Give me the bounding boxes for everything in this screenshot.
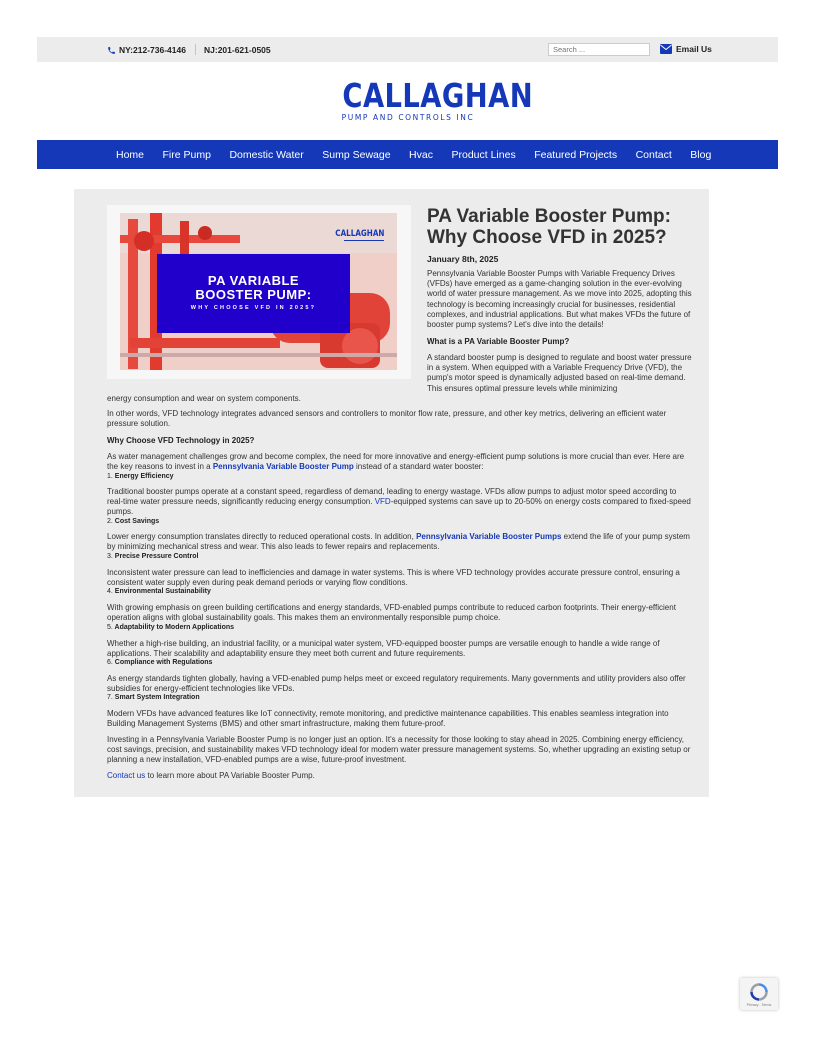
divider bbox=[195, 44, 196, 55]
item-pressure-control bbox=[107, 552, 198, 562]
item-title: Energy Efficiency bbox=[114, 473, 174, 480]
article-title: PA Variable Booster Pump: Why Choose VFD in 2025? bbox=[427, 206, 671, 248]
item-number: 6. bbox=[107, 659, 113, 666]
why-paragraph bbox=[107, 452, 692, 472]
p1-post: -equipped systems can save up to 20-50% on energy costs compared to fixed-speed pumps. bbox=[107, 497, 691, 517]
phone-ny-link[interactable] bbox=[107, 45, 186, 55]
logo-tagline: PUMP AND CONTROLS INC bbox=[341, 113, 475, 122]
pa-booster-pumps-link[interactable]: Pennsylvania Variable Booster Pumps bbox=[416, 532, 562, 541]
item-compliance bbox=[107, 658, 212, 668]
image-brand-line bbox=[344, 240, 384, 241]
item-number: 4. bbox=[107, 588, 113, 595]
contact-paragraph bbox=[107, 771, 692, 781]
nav-item-home[interactable]: Home bbox=[116, 148, 145, 161]
item-number: 5. bbox=[107, 624, 113, 631]
what-heading: What is a PA Variable Booster Pump? bbox=[427, 337, 570, 346]
site-logo[interactable] bbox=[329, 76, 534, 122]
image-caption-box bbox=[157, 254, 350, 333]
email-us-label: Email Us bbox=[676, 44, 712, 54]
item-title: Smart System Integration bbox=[114, 694, 200, 701]
why-text-post: instead of a standard water booster: bbox=[353, 462, 484, 472]
recaptcha-badge[interactable] bbox=[740, 978, 778, 1010]
recaptcha-links[interactable]: Privacy - Terms bbox=[746, 1003, 772, 1007]
item-number: 7. bbox=[107, 694, 113, 701]
what-paragraph-cont: energy consumption and wear on system components. bbox=[107, 394, 301, 403]
article-card bbox=[74, 189, 709, 797]
recaptcha-icon bbox=[748, 982, 770, 1002]
item-number: 1. bbox=[107, 473, 113, 480]
item-sustainability bbox=[107, 587, 211, 597]
cost-savings-paragraph bbox=[107, 532, 697, 552]
item-title: Cost Savings bbox=[114, 518, 160, 525]
nav-item-blog[interactable]: Blog bbox=[690, 148, 712, 161]
item-smart-integration bbox=[107, 693, 200, 703]
nav-item-sump-sewage[interactable]: Sump Sewage bbox=[322, 148, 391, 161]
p1-pre: Traditional booster pumps operate at a constant speed, regardless of demand, leading to energy wastage. VFDs allow pumps to adjust motor speed according to real-time water pressure needs, significantly reducing energy consumption. bbox=[107, 487, 677, 507]
contact-us-link[interactable]: Contact us bbox=[107, 771, 146, 780]
intro-paragraph: Pennsylvania Variable Booster Pumps with Variable Frequency Drives (VFDs) have emerged as a game-changing solution in the ever-evolving world of water pressure management. As we move into 2025, adopting this technology is becoming increasingly crucial for businesses, residential complexes, and industrial applications. But what makes VFDs the future of booster pump systems? Let's dive into the details! bbox=[427, 269, 692, 330]
main-nav bbox=[37, 140, 778, 169]
item-cost-savings bbox=[107, 517, 159, 527]
pa-booster-pump-link[interactable]: Pennsylvania Variable Booster Pump bbox=[212, 462, 354, 472]
pressure-control-paragraph: Inconsistent water pressure can lead to inefficiencies and damage in water systems. This is where VFD technology provides accurate pressure control, ensuring a consistent water supply even during peak demand periods or varying flow conditions. bbox=[107, 568, 680, 588]
nav-item-product-lines[interactable]: Product Lines bbox=[451, 148, 516, 161]
image-caption-line3: WHY CHOOSE VFD IN 2025? bbox=[190, 305, 317, 311]
compliance-paragraph: As energy standards tighten globally, having a VFD-enabled pump helps meet or exceed regulatory requirements. Many governments and utility providers also offer subsidies for energy-efficient technologies like VFDs. bbox=[107, 674, 686, 694]
image-caption-line1: PA VARIABLE bbox=[207, 273, 300, 288]
energy-efficiency-paragraph bbox=[107, 487, 692, 518]
phone-nj-text: NJ:201-621-0505 bbox=[204, 45, 271, 55]
logo-wordmark: CALLAGHAN bbox=[342, 76, 534, 115]
smart-integration-paragraph: Modern VFDs have advanced features like IoT connectivity, remote monitoring, and predictive maintenance capabilities. This enables seamless integration into Building Management Systems (BMS) and other smart infrastructure, making them future-proof. bbox=[107, 709, 669, 729]
nav-item-contact[interactable]: Contact bbox=[635, 148, 672, 161]
p2-pre: Lower energy consumption translates directly to reduced operational costs. In addition, bbox=[107, 532, 417, 541]
phone-nj-link[interactable] bbox=[204, 45, 271, 55]
item-energy-efficiency bbox=[107, 472, 174, 482]
item-number: 2. bbox=[107, 518, 113, 525]
nav-item-fire-pump[interactable]: Fire Pump bbox=[162, 148, 211, 161]
nav-item-featured-projects[interactable]: Featured Projects bbox=[534, 148, 618, 161]
item-number: 3. bbox=[107, 553, 113, 560]
nav-item-hvac[interactable]: Hvac bbox=[409, 148, 433, 161]
conclusion-paragraph: Investing in a Pennsylvania Variable Booster Pump is no longer just an option. It's a necessity for those looking to stay ahead in 2025. Combining energy efficiency, cost savings, precision, and sustainability makes VFD technology ideal for modern water pressure management systems. So, whether upgrading an existing setup or planning a new installation, VFD-enabled pumps are a wise, future-proof investment. bbox=[107, 735, 691, 765]
mail-icon bbox=[660, 44, 672, 54]
item-title: Adaptability to Modern Applications bbox=[114, 624, 235, 631]
article-date: January 8th, 2025 bbox=[427, 254, 499, 264]
other-words-paragraph: In other words, VFD technology integrates advanced sensors and controllers to monitor flow rate, pressure, and other key metrics, delivering an efficient water pressure solution. bbox=[107, 409, 667, 429]
p2-post: extend the life of your pump system by minimizing mechanical stress and wear. This also leads to fewer repairs and replacements. bbox=[107, 532, 690, 552]
phone-ny-text: NY:212-736-4146 bbox=[119, 45, 186, 55]
what-paragraph: A standard booster pump is designed to regulate and boost water pressure in a system. When equipped with a Variable Frequency Drive (VFD), the pump's motor speed is dynamically adjusted based on real-time demand. This ensures optimal pressure levels while minimizing bbox=[427, 353, 692, 393]
top-bar bbox=[37, 37, 778, 62]
sustainability-paragraph: With growing emphasis on green building certifications and energy standards, VFD-enabled pumps contribute to reduced carbon footprints. Their energy-efficient operation aligns with global sustainability goals. This makes them an environmentally responsible pump choice. bbox=[107, 603, 676, 623]
image-brand: CALLAGHAN bbox=[334, 229, 384, 239]
item-title: Compliance with Regulations bbox=[114, 659, 213, 666]
adaptability-paragraph: Whether a high-rise building, an industrial facility, or a municipal water system, VFD-equipped booster pumps are versatile enough to handle a wide range of applications. Their scalability and adaptability ensure they meet both current and future requirements. bbox=[107, 639, 660, 659]
why-heading: Why Choose VFD Technology in 2025? bbox=[107, 436, 255, 445]
phone-icon bbox=[107, 46, 116, 55]
image-caption-line2: BOOSTER PUMP: bbox=[195, 287, 312, 302]
item-adaptability bbox=[107, 623, 234, 633]
featured-image-frame bbox=[107, 205, 411, 379]
nav-item-domestic-water[interactable]: Domestic Water bbox=[229, 148, 304, 161]
email-us-link[interactable] bbox=[660, 44, 712, 54]
item-title: Environmental Sustainability bbox=[114, 588, 211, 595]
featured-image bbox=[120, 213, 397, 370]
item-title: Precise Pressure Control bbox=[114, 553, 199, 560]
vfd-link[interactable]: VFD bbox=[374, 497, 391, 507]
why-text-pre: As water management challenges grow and become complex, the need for more innovative and energy-efficient pump solutions is more crucial than ever. Here are the key reasons to invest in a bbox=[107, 452, 685, 472]
contact-text: to learn more about PA Variable Booster Pump. bbox=[145, 771, 315, 780]
search-input[interactable] bbox=[548, 43, 650, 56]
